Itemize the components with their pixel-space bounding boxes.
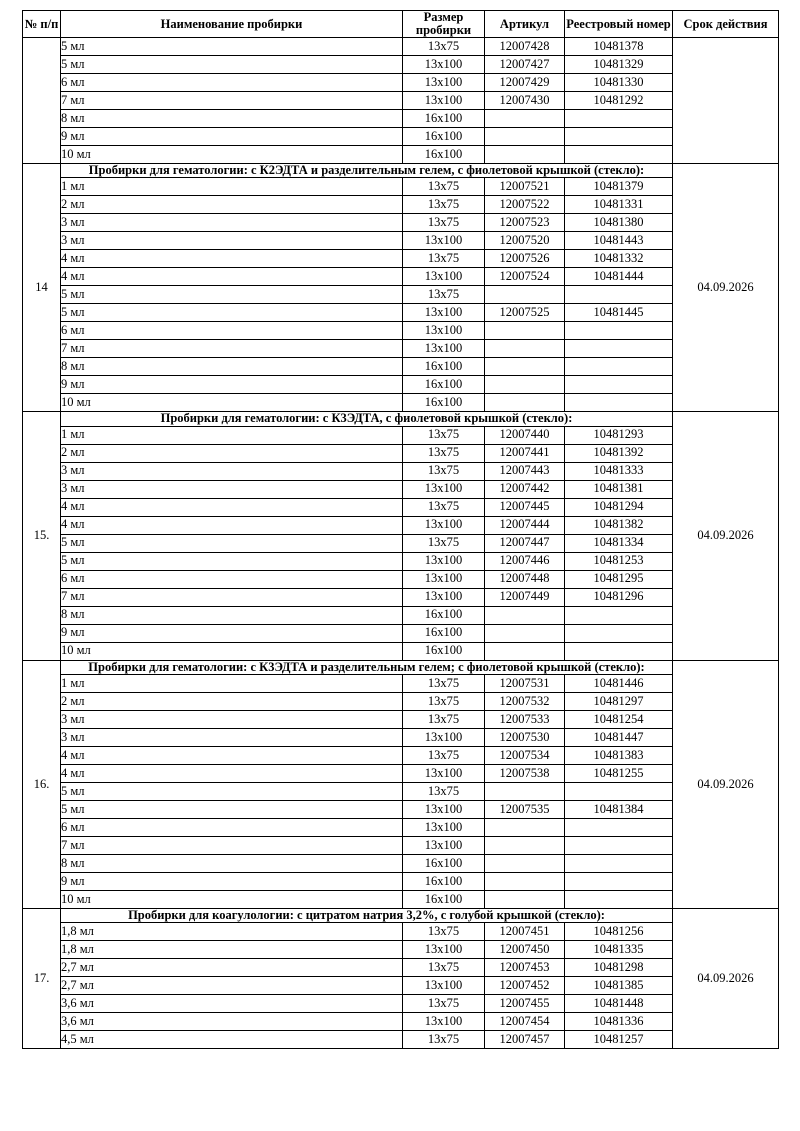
table-row — [23, 606, 779, 624]
table-row — [23, 110, 779, 128]
cell-article: 12007440 — [485, 426, 565, 444]
cell-name: 4 мл — [61, 498, 403, 516]
column-header-article: Артикул — [485, 11, 565, 38]
cell-size: 13x100 — [403, 818, 485, 836]
cell-reg-number: 10481296 — [565, 588, 673, 606]
cell-name: 2,7 мл — [61, 976, 403, 994]
cell-reg-number — [565, 642, 673, 660]
cell-size: 13x100 — [403, 836, 485, 854]
cell-article: 12007535 — [485, 800, 565, 818]
cell-name: 3 мл — [61, 214, 403, 232]
cell-name: 10 мл — [61, 642, 403, 660]
cell-size: 16x100 — [403, 358, 485, 376]
cell-reg-number: 10481331 — [565, 196, 673, 214]
cell-name: 1 мл — [61, 674, 403, 692]
cell-reg-number — [565, 854, 673, 872]
cell-name: 7 мл — [61, 588, 403, 606]
cell-name: 3,6 мл — [61, 994, 403, 1012]
cell-reg-number: 10481384 — [565, 800, 673, 818]
cell-article: 12007450 — [485, 940, 565, 958]
cell-size: 13x100 — [403, 588, 485, 606]
cell-article: 12007523 — [485, 214, 565, 232]
cell-reg-number: 10481445 — [565, 304, 673, 322]
cell-size: 13x75 — [403, 1030, 485, 1048]
cell-name: 7 мл — [61, 836, 403, 854]
cell-article — [485, 146, 565, 164]
cell-article — [485, 854, 565, 872]
cell-article: 12007457 — [485, 1030, 565, 1048]
table-body — [23, 38, 779, 1049]
table-row — [23, 854, 779, 872]
cell-reg-number — [565, 128, 673, 146]
table-row — [23, 444, 779, 462]
cell-reg-number: 10481446 — [565, 674, 673, 692]
section-header-row — [23, 164, 779, 178]
table-row — [23, 764, 779, 782]
cell-reg-number — [565, 340, 673, 358]
cell-size: 13x75 — [403, 426, 485, 444]
cell-size: 16x100 — [403, 146, 485, 164]
table-row — [23, 642, 779, 660]
section-header-row — [23, 412, 779, 426]
cell-reg-number — [565, 358, 673, 376]
cell-name: 5 мл — [61, 800, 403, 818]
cell-name: 5 мл — [61, 552, 403, 570]
cell-reg-number: 10481336 — [565, 1012, 673, 1030]
cell-size: 16x100 — [403, 128, 485, 146]
cell-name: 2 мл — [61, 196, 403, 214]
cell-reg-number — [565, 818, 673, 836]
cell-reg-number: 10481385 — [565, 976, 673, 994]
cell-article: 12007455 — [485, 994, 565, 1012]
cell-reg-number: 10481381 — [565, 480, 673, 498]
cell-article — [485, 358, 565, 376]
section-validity-date — [673, 38, 779, 164]
cell-size: 13x100 — [403, 516, 485, 534]
cell-size: 13x100 — [403, 552, 485, 570]
cell-size: 16x100 — [403, 854, 485, 872]
cell-size: 13x75 — [403, 250, 485, 268]
cell-size: 13x75 — [403, 922, 485, 940]
cell-article: 12007453 — [485, 958, 565, 976]
cell-name: 1 мл — [61, 178, 403, 196]
table-row — [23, 976, 779, 994]
cell-size: 16x100 — [403, 890, 485, 908]
section-title: Пробирки для гематологии: с К2ЭДТА и разделительным гелем, с фиолетовой крышкой (стекло): — [61, 164, 673, 178]
cell-reg-number: 10481254 — [565, 710, 673, 728]
cell-reg-number — [565, 322, 673, 340]
cell-size: 13x75 — [403, 178, 485, 196]
cell-size: 13x100 — [403, 74, 485, 92]
cell-reg-number: 10481294 — [565, 498, 673, 516]
cell-article — [485, 782, 565, 800]
cell-reg-number — [565, 782, 673, 800]
table-row — [23, 1030, 779, 1048]
cell-size: 13x100 — [403, 800, 485, 818]
table-row — [23, 710, 779, 728]
cell-name: 8 мл — [61, 606, 403, 624]
cell-name: 2 мл — [61, 692, 403, 710]
cell-size: 16x100 — [403, 872, 485, 890]
section-header-row — [23, 908, 779, 922]
table-row — [23, 376, 779, 394]
table-row — [23, 480, 779, 498]
table-header — [23, 11, 779, 38]
cell-name: 9 мл — [61, 376, 403, 394]
cell-size: 13x75 — [403, 692, 485, 710]
cell-article: 12007531 — [485, 674, 565, 692]
cell-article: 12007454 — [485, 1012, 565, 1030]
cell-article: 12007525 — [485, 304, 565, 322]
table-row — [23, 462, 779, 480]
cell-size: 13x100 — [403, 268, 485, 286]
column-header-name: Наименование пробирки — [61, 11, 403, 38]
cell-size: 13x75 — [403, 994, 485, 1012]
cell-name: 9 мл — [61, 128, 403, 146]
section-title: Пробирки для коагулологии: с цитратом натрия 3,2%, с голубой крышкой (стекло): — [61, 908, 673, 922]
cell-article: 12007534 — [485, 746, 565, 764]
cell-article: 12007448 — [485, 570, 565, 588]
cell-article — [485, 624, 565, 642]
cell-name: 6 мл — [61, 74, 403, 92]
cell-article — [485, 836, 565, 854]
cell-name: 9 мл — [61, 872, 403, 890]
table-row — [23, 498, 779, 516]
table-row — [23, 782, 779, 800]
section-validity-date: 04.09.2026 — [673, 908, 779, 1048]
cell-size: 16x100 — [403, 624, 485, 642]
cell-name: 10 мл — [61, 394, 403, 412]
table-row — [23, 92, 779, 110]
cell-name: 3 мл — [61, 728, 403, 746]
cell-reg-number — [565, 624, 673, 642]
cell-size: 13x75 — [403, 674, 485, 692]
cell-reg-number: 10481330 — [565, 74, 673, 92]
table-row — [23, 728, 779, 746]
cell-size: 16x100 — [403, 642, 485, 660]
table-row — [23, 958, 779, 976]
cell-size: 16x100 — [403, 376, 485, 394]
cell-reg-number: 10481332 — [565, 250, 673, 268]
table-row — [23, 836, 779, 854]
cell-name: 5 мл — [61, 56, 403, 74]
table-row — [23, 128, 779, 146]
cell-article — [485, 872, 565, 890]
cell-article: 12007444 — [485, 516, 565, 534]
table-row — [23, 304, 779, 322]
cell-reg-number: 10481447 — [565, 728, 673, 746]
column-header-number: № п/п — [23, 11, 61, 38]
cell-reg-number — [565, 376, 673, 394]
table-row — [23, 56, 779, 74]
cell-article: 12007441 — [485, 444, 565, 462]
table-row — [23, 286, 779, 304]
cell-name: 5 мл — [61, 38, 403, 56]
cell-reg-number: 10481382 — [565, 516, 673, 534]
cell-size: 13x75 — [403, 286, 485, 304]
cell-reg-number: 10481334 — [565, 534, 673, 552]
table-row — [23, 250, 779, 268]
cell-name: 3 мл — [61, 480, 403, 498]
cell-article: 12007445 — [485, 498, 565, 516]
table-row — [23, 624, 779, 642]
cell-size: 16x100 — [403, 110, 485, 128]
table-row — [23, 196, 779, 214]
cell-name: 5 мл — [61, 286, 403, 304]
cell-name: 8 мл — [61, 358, 403, 376]
table-row — [23, 426, 779, 444]
cell-article: 12007447 — [485, 534, 565, 552]
cell-name: 1 мл — [61, 426, 403, 444]
cell-reg-number: 10481380 — [565, 214, 673, 232]
cell-name: 6 мл — [61, 322, 403, 340]
cell-article — [485, 394, 565, 412]
cell-reg-number — [565, 286, 673, 304]
table-row — [23, 872, 779, 890]
cell-size: 13x100 — [403, 764, 485, 782]
cell-article: 12007429 — [485, 74, 565, 92]
cell-name: 1,8 мл — [61, 940, 403, 958]
table-row — [23, 358, 779, 376]
cell-article — [485, 818, 565, 836]
cell-size: 13x100 — [403, 940, 485, 958]
cell-size: 13x100 — [403, 1012, 485, 1030]
table-row — [23, 800, 779, 818]
cell-size: 13x75 — [403, 710, 485, 728]
cell-article — [485, 376, 565, 394]
cell-article — [485, 128, 565, 146]
cell-name: 1,8 мл — [61, 922, 403, 940]
cell-name: 8 мл — [61, 854, 403, 872]
table-row — [23, 674, 779, 692]
table-row — [23, 516, 779, 534]
cell-size: 16x100 — [403, 606, 485, 624]
cell-article — [485, 340, 565, 358]
cell-size: 13x75 — [403, 534, 485, 552]
column-header-date: Срок действия — [673, 11, 779, 38]
table-row — [23, 552, 779, 570]
cell-reg-number: 10481443 — [565, 232, 673, 250]
cell-article: 12007522 — [485, 196, 565, 214]
cell-reg-number — [565, 606, 673, 624]
table-row — [23, 940, 779, 958]
cell-article: 12007532 — [485, 692, 565, 710]
cell-name: 5 мл — [61, 534, 403, 552]
table-row — [23, 534, 779, 552]
tube-registry-table — [22, 10, 779, 1049]
cell-reg-number: 10481292 — [565, 92, 673, 110]
cell-name: 4 мл — [61, 268, 403, 286]
cell-name: 4 мл — [61, 746, 403, 764]
table-row — [23, 570, 779, 588]
cell-reg-number: 10481297 — [565, 692, 673, 710]
table-row — [23, 1012, 779, 1030]
table-row — [23, 214, 779, 232]
cell-size: 13x100 — [403, 570, 485, 588]
cell-reg-number: 10481256 — [565, 922, 673, 940]
table-row — [23, 232, 779, 250]
cell-reg-number: 10481392 — [565, 444, 673, 462]
column-header-reg: Реестровый номер — [565, 11, 673, 38]
cell-size: 13x75 — [403, 214, 485, 232]
cell-reg-number: 10481257 — [565, 1030, 673, 1048]
cell-name: 10 мл — [61, 890, 403, 908]
cell-article: 12007524 — [485, 268, 565, 286]
cell-size: 13x100 — [403, 304, 485, 322]
cell-size: 13x75 — [403, 444, 485, 462]
cell-reg-number — [565, 146, 673, 164]
cell-size: 13x75 — [403, 462, 485, 480]
cell-name: 4 мл — [61, 516, 403, 534]
cell-name: 8 мл — [61, 110, 403, 128]
cell-size: 16x100 — [403, 394, 485, 412]
cell-name: 5 мл — [61, 304, 403, 322]
cell-name: 9 мл — [61, 624, 403, 642]
cell-size: 13x75 — [403, 196, 485, 214]
cell-article: 12007530 — [485, 728, 565, 746]
cell-reg-number — [565, 872, 673, 890]
cell-size: 13x100 — [403, 976, 485, 994]
table-row — [23, 588, 779, 606]
cell-article: 12007443 — [485, 462, 565, 480]
cell-reg-number: 10481253 — [565, 552, 673, 570]
table-row — [23, 74, 779, 92]
cell-article: 12007446 — [485, 552, 565, 570]
cell-size: 13x100 — [403, 340, 485, 358]
cell-name: 2,7 мл — [61, 958, 403, 976]
cell-article — [485, 890, 565, 908]
cell-article — [485, 286, 565, 304]
cell-reg-number — [565, 394, 673, 412]
cell-article — [485, 322, 565, 340]
table-row — [23, 340, 779, 358]
cell-size: 13x100 — [403, 480, 485, 498]
cell-article: 12007521 — [485, 178, 565, 196]
column-header-size: Размер пробирки — [403, 11, 485, 38]
cell-name: 3 мл — [61, 232, 403, 250]
cell-name: 3 мл — [61, 710, 403, 728]
section-number: 14 — [23, 164, 61, 412]
cell-reg-number — [565, 110, 673, 128]
cell-name: 4 мл — [61, 764, 403, 782]
cell-article — [485, 642, 565, 660]
cell-article: 12007526 — [485, 250, 565, 268]
section-validity-date: 04.09.2026 — [673, 164, 779, 412]
cell-article: 12007451 — [485, 922, 565, 940]
cell-reg-number: 10481379 — [565, 178, 673, 196]
cell-size: 13x100 — [403, 728, 485, 746]
cell-reg-number: 10481333 — [565, 462, 673, 480]
cell-name: 5 мл — [61, 782, 403, 800]
table-row — [23, 38, 779, 56]
table-row — [23, 890, 779, 908]
cell-reg-number: 10481255 — [565, 764, 673, 782]
cell-name: 7 мл — [61, 92, 403, 110]
table-row — [23, 394, 779, 412]
cell-article: 12007452 — [485, 976, 565, 994]
table-row — [23, 746, 779, 764]
cell-name: 2 мл — [61, 444, 403, 462]
cell-article: 12007428 — [485, 38, 565, 56]
section-number: 17. — [23, 908, 61, 1048]
section-number: 16. — [23, 660, 61, 908]
cell-size: 13x100 — [403, 322, 485, 340]
table-row — [23, 994, 779, 1012]
cell-reg-number: 10481378 — [565, 38, 673, 56]
cell-article: 12007533 — [485, 710, 565, 728]
cell-article: 12007520 — [485, 232, 565, 250]
table-row — [23, 146, 779, 164]
cell-article: 12007430 — [485, 92, 565, 110]
cell-reg-number: 10481383 — [565, 746, 673, 764]
cell-reg-number: 10481295 — [565, 570, 673, 588]
cell-size: 13x100 — [403, 56, 485, 74]
cell-article: 12007538 — [485, 764, 565, 782]
cell-name: 4 мл — [61, 250, 403, 268]
table-row — [23, 268, 779, 286]
cell-size: 13x75 — [403, 498, 485, 516]
cell-size: 13x100 — [403, 92, 485, 110]
cell-article: 12007442 — [485, 480, 565, 498]
section-header-row — [23, 660, 779, 674]
cell-size: 13x100 — [403, 232, 485, 250]
cell-size: 13x75 — [403, 38, 485, 56]
cell-name: 3,6 мл — [61, 1012, 403, 1030]
table-row — [23, 322, 779, 340]
section-validity-date: 04.09.2026 — [673, 660, 779, 908]
cell-reg-number: 10481293 — [565, 426, 673, 444]
table-row — [23, 818, 779, 836]
cell-article — [485, 606, 565, 624]
cell-name: 4,5 мл — [61, 1030, 403, 1048]
cell-reg-number: 10481329 — [565, 56, 673, 74]
section-title: Пробирки для гематологии: с К3ЭДТА, с фиолетовой крышкой (стекло): — [61, 412, 673, 426]
cell-name: 6 мл — [61, 570, 403, 588]
cell-name: 7 мл — [61, 340, 403, 358]
cell-article: 12007427 — [485, 56, 565, 74]
cell-size: 13x75 — [403, 746, 485, 764]
section-number — [23, 38, 61, 164]
section-title: Пробирки для гематологии: с К3ЭДТА и разделительным гелем; с фиолетовой крышкой (стекло): — [61, 660, 673, 674]
cell-reg-number: 10481444 — [565, 268, 673, 286]
table-row — [23, 692, 779, 710]
cell-name: 10 мл — [61, 146, 403, 164]
cell-reg-number: 10481298 — [565, 958, 673, 976]
cell-reg-number — [565, 836, 673, 854]
section-validity-date: 04.09.2026 — [673, 412, 779, 660]
cell-article — [485, 110, 565, 128]
cell-name: 3 мл — [61, 462, 403, 480]
section-number: 15. — [23, 412, 61, 660]
cell-size: 13x75 — [403, 782, 485, 800]
cell-size: 13x75 — [403, 958, 485, 976]
table-row — [23, 178, 779, 196]
cell-reg-number: 10481335 — [565, 940, 673, 958]
cell-reg-number: 10481448 — [565, 994, 673, 1012]
cell-article: 12007449 — [485, 588, 565, 606]
cell-name: 6 мл — [61, 818, 403, 836]
cell-reg-number — [565, 890, 673, 908]
table-row — [23, 922, 779, 940]
